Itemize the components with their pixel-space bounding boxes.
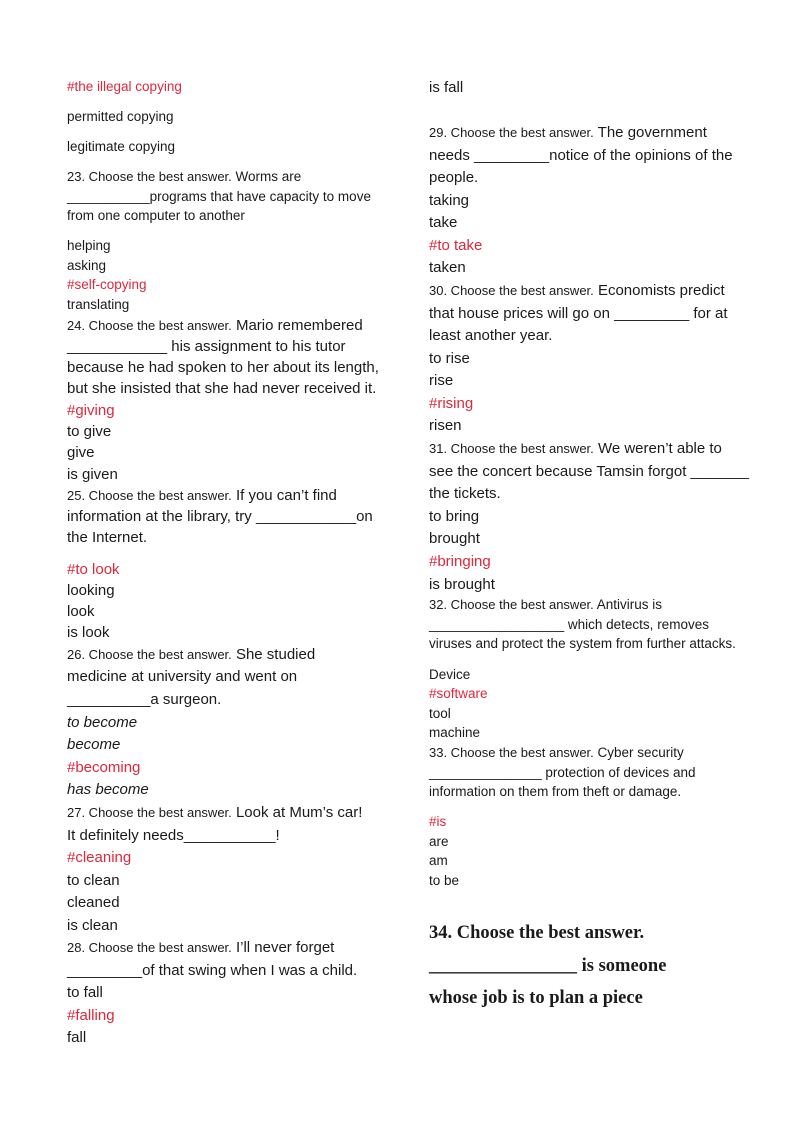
text-line: asking	[67, 258, 107, 273]
question-stem	[429, 283, 725, 298]
text-line: has become	[67, 781, 149, 798]
text-line: machine	[429, 725, 481, 740]
text-line: is brought	[429, 576, 495, 593]
text-line: people.	[429, 169, 479, 186]
question-stem	[67, 805, 362, 820]
question-text: Worms are	[231, 169, 302, 184]
question-text: Economists predict	[593, 282, 725, 299]
question-number-label: 25. Choose the best answer.	[67, 488, 232, 503]
text-line: is look	[67, 624, 110, 641]
text-line: cleaned	[67, 894, 120, 911]
question-number-label: 30. Choose the best answer.	[429, 283, 594, 298]
text-line: because he had spoken to her about its length,	[67, 359, 379, 376]
question-text: Cyber security	[593, 745, 684, 760]
question-text: If you can’t find	[231, 487, 337, 504]
text-line: is given	[67, 466, 118, 483]
text-line: to bring	[429, 508, 480, 525]
text-line: to rise	[429, 350, 470, 367]
text-line: is clean	[67, 917, 118, 934]
question-text: She studied	[231, 646, 316, 663]
correct-answer-option: #is	[429, 814, 447, 829]
text-line: are	[429, 834, 449, 849]
text-line: looking	[67, 582, 115, 599]
question-stem	[67, 940, 334, 955]
text-line: information on them from theft or damage.	[429, 784, 682, 799]
correct-answer-option: #becoming	[67, 759, 141, 776]
text-line: from one computer to another	[67, 208, 245, 223]
text-line: whose job is to plan a piece	[429, 988, 643, 1008]
question-stem	[67, 170, 301, 184]
text-line: ________________ is someone	[429, 956, 667, 976]
text-line: taken	[429, 259, 466, 276]
question-text: I’ll never forget	[231, 939, 335, 956]
text-line: tool	[429, 706, 451, 721]
question-text: Look at Mum’s car!	[231, 804, 363, 821]
question-number-label: 24. Choose the best answer.	[67, 318, 232, 333]
text-line: give	[67, 444, 95, 461]
text-line: translating	[67, 297, 130, 312]
question-text: The government	[593, 124, 707, 141]
correct-answer-option: #the illegal copying	[67, 79, 182, 94]
text-line: _______________ protection of devices and	[429, 765, 696, 780]
question-stem	[67, 488, 337, 503]
question-stem	[429, 746, 684, 760]
text-line: __________a surgeon.	[67, 691, 222, 708]
text-line: taking	[429, 192, 470, 209]
text-line: 34. Choose the best answer.	[429, 923, 645, 943]
correct-answer-option: #falling	[67, 1007, 115, 1024]
text-line: rise	[429, 372, 454, 389]
text-line: legitimate copying	[67, 139, 176, 154]
text-line: brought	[429, 530, 480, 547]
text-line: ___________programs that have capacity to move	[67, 189, 371, 204]
text-line: to fall	[67, 984, 103, 1001]
question-stem	[429, 441, 722, 456]
question-stem	[67, 647, 315, 662]
text-line: medicine at university and went on	[67, 668, 298, 685]
text-line: to become	[67, 714, 138, 731]
text-line: information at the library, try ____________on	[67, 508, 373, 525]
text-line: ____________ his assignment to his tutor	[67, 338, 346, 355]
correct-answer-option: #to look	[67, 561, 120, 578]
question-text: Mario remembered	[231, 317, 363, 334]
question-number-label: 27. Choose the best answer.	[67, 805, 232, 820]
correct-answer-option: #cleaning	[67, 849, 132, 866]
text-line: take	[429, 214, 458, 231]
question-number-label: 33. Choose the best answer.	[429, 745, 594, 760]
question-number-label: 26. Choose the best answer.	[67, 647, 232, 662]
text-line: __________________ which detects, removes	[429, 617, 709, 632]
question-number-label: 23. Choose the best answer.	[67, 169, 232, 184]
text-line: permitted copying	[67, 109, 174, 124]
correct-answer-option: #giving	[67, 402, 115, 419]
question-text: Antivirus is	[593, 597, 663, 612]
correct-answer-option: #bringing	[429, 553, 491, 570]
text-line: am	[429, 853, 448, 868]
correct-answer-option: #to take	[429, 237, 483, 254]
text-line: helping	[67, 238, 111, 253]
text-line: needs _________notice of the opinions of the	[429, 147, 733, 164]
question-number-label: 29. Choose the best answer.	[429, 125, 594, 140]
text-line: the tickets.	[429, 485, 501, 502]
question-number-label: 32. Choose the best answer.	[429, 597, 594, 612]
text-line: viruses and protect the system from further attacks.	[429, 636, 736, 651]
text-line: _________of that swing when I was a child.	[67, 962, 358, 979]
correct-answer-option: #rising	[429, 395, 474, 412]
correct-answer-option: #software	[429, 686, 488, 701]
text-line: become	[67, 736, 121, 753]
text-line: is fall	[429, 79, 464, 96]
correct-answer-option: #self-copying	[67, 277, 147, 292]
question-stem	[429, 598, 662, 612]
text-line: to be	[429, 873, 460, 888]
text-line: but she insisted that she had never received it.	[67, 380, 377, 397]
text-line: It definitely needs___________!	[67, 827, 280, 844]
text-line: that house prices will go on _________ for at	[429, 305, 728, 322]
text-line: risen	[429, 417, 462, 434]
text-line: least another year.	[429, 327, 553, 344]
question-stem	[67, 318, 363, 333]
text-line: look	[67, 603, 95, 620]
text-line: the Internet.	[67, 529, 148, 546]
text-line: see the concert because Tamsin forgot _______	[429, 463, 749, 480]
text-line: fall	[67, 1029, 87, 1046]
text-line: to give	[67, 423, 112, 440]
question-text: We weren’t able to	[593, 440, 722, 457]
question-stem	[429, 125, 707, 140]
text-line: to clean	[67, 872, 120, 889]
question-number-label: 28. Choose the best answer.	[67, 940, 232, 955]
text-line: Device	[429, 667, 471, 682]
question-number-label: 31. Choose the best answer.	[429, 441, 594, 456]
